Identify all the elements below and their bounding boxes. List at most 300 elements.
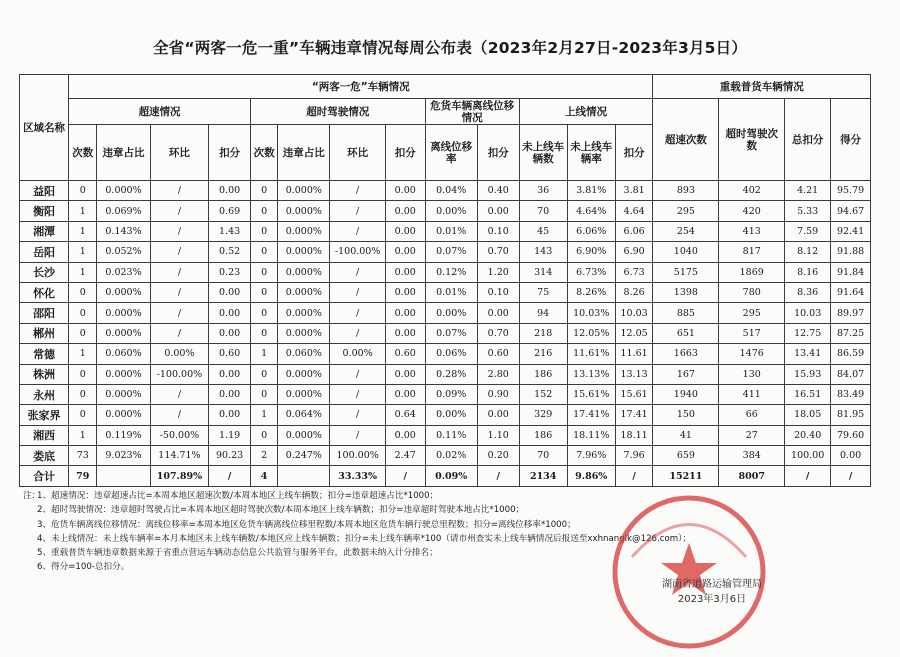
value-cell: 81.95 — [831, 405, 871, 425]
value-cell: 0.09% — [425, 384, 477, 404]
value-cell: 0.20 — [477, 446, 519, 466]
value-cell: 152 — [519, 384, 567, 404]
header-group-lkyw: “两客一危”车辆情况 — [69, 75, 653, 99]
value-cell: 0.00 — [385, 221, 425, 241]
page-title: 全省“两客一危一重”车辆违章情况每周公布表（2023年2月27日-2023年3月5日） — [152, 39, 748, 57]
value-cell: 0.60 — [385, 344, 425, 364]
value-cell: 3.81 — [615, 181, 653, 201]
region-cell: 长沙 — [20, 262, 69, 282]
value-cell: 0.000% — [278, 323, 330, 343]
value-cell: 0.00 — [209, 181, 251, 201]
value-cell: 0.00 — [209, 303, 251, 323]
value-cell: 0.23 — [209, 262, 251, 282]
value-cell: 12.05% — [567, 323, 615, 343]
value-cell: 0.000% — [278, 364, 330, 384]
value-cell: 0.000% — [97, 323, 150, 343]
value-cell: 0.060% — [97, 344, 150, 364]
value-cell: 6.06 — [615, 221, 653, 241]
value-cell: 36 — [519, 181, 567, 201]
value-cell: 0.000% — [97, 303, 150, 323]
value-cell: 0.70 — [477, 242, 519, 262]
header-online: 上线情况 — [519, 99, 653, 125]
value-cell: 0 — [251, 181, 278, 201]
value-cell: 1.10 — [477, 425, 519, 445]
value-cell: 0.11% — [425, 425, 477, 445]
value-cell: 0.000% — [278, 303, 330, 323]
value-cell: 0.000% — [278, 201, 330, 221]
violation-table — [19, 74, 871, 487]
value-cell: 0.09% — [425, 466, 477, 486]
region-cell: 邵阳 — [20, 303, 69, 323]
table-row — [20, 323, 871, 343]
value-cell: / — [150, 282, 209, 302]
value-cell: 2.47 — [385, 446, 425, 466]
value-cell: 0 — [69, 282, 97, 302]
value-cell: / — [209, 466, 251, 486]
value-cell: 8.16 — [785, 262, 831, 282]
value-cell: 0.052% — [97, 242, 150, 262]
value-cell: 0.00 — [209, 323, 251, 343]
header-overtime: 超时驾驶情况 — [251, 99, 426, 125]
value-cell: 94.67 — [831, 201, 871, 221]
value-cell: / — [150, 262, 209, 282]
value-cell: 0.069% — [97, 201, 150, 221]
value-cell: 89.97 — [831, 303, 871, 323]
value-cell: 17.41% — [567, 405, 615, 425]
value-cell: 15.61% — [567, 384, 615, 404]
value-cell: 2.80 — [477, 364, 519, 384]
value-cell: 0.69 — [209, 201, 251, 221]
value-cell: 143 — [519, 242, 567, 262]
value-cell: / — [150, 221, 209, 241]
value-cell: 0.000% — [278, 181, 330, 201]
value-cell: 70 — [519, 446, 567, 466]
region-cell: 株洲 — [20, 364, 69, 384]
value-cell: 0 — [251, 201, 278, 221]
value-cell: 66 — [719, 405, 785, 425]
value-cell: 0.00 — [385, 384, 425, 404]
note-number: 6、 — [37, 562, 52, 573]
value-cell: 91.88 — [831, 242, 871, 262]
value-cell: 1398 — [653, 282, 719, 302]
table-body — [20, 181, 871, 487]
value-cell: 7.96 — [615, 446, 653, 466]
value-cell: 0 — [69, 384, 97, 404]
value-cell: 0.000% — [278, 425, 330, 445]
value-cell: 0.00 — [209, 282, 251, 302]
region-cell: 郴州 — [20, 323, 69, 343]
value-cell: 3.81% — [567, 181, 615, 201]
value-cell: 8.36 — [785, 282, 831, 302]
value-cell: 893 — [653, 181, 719, 201]
value-cell: 1 — [69, 262, 97, 282]
value-cell: 15211 — [653, 466, 719, 486]
value-cell: 384 — [719, 446, 785, 466]
header-speed-count: 次数 — [69, 125, 97, 181]
value-cell: / — [385, 466, 425, 486]
value-cell: 75 — [519, 282, 567, 302]
issuer-org: 湖南省道路运输管理局 — [662, 579, 762, 590]
value-cell: 0.64 — [385, 405, 425, 425]
value-cell: / — [330, 303, 385, 323]
value-cell: 94 — [519, 303, 567, 323]
value-cell: / — [330, 405, 385, 425]
value-cell: 90.23 — [209, 446, 251, 466]
value-cell: 0.00 — [385, 262, 425, 282]
note-number: 3、 — [37, 519, 52, 530]
value-cell: 0.70 — [477, 323, 519, 343]
value-cell: 0 — [251, 242, 278, 262]
value-cell: 0.00 — [209, 405, 251, 425]
value-cell: 254 — [653, 221, 719, 241]
header-deviation-rate: 离线位移率 — [425, 125, 477, 181]
value-cell: 0.023% — [97, 262, 150, 282]
value-cell: 0.00 — [831, 446, 871, 466]
region-cell: 永州 — [20, 384, 69, 404]
note-text: 危货车辆离线位移情况：离线位移率=本周本地区危货车辆离线位移里程数/本周本地区危货车辆行驶总里程数；扣分=离线位移率*1000； — [51, 519, 576, 530]
value-cell: / — [330, 181, 385, 201]
value-cell: 0.07% — [425, 323, 477, 343]
value-cell: / — [330, 364, 385, 384]
table-row — [20, 303, 871, 323]
value-cell: 0 — [251, 303, 278, 323]
official-seal — [604, 487, 774, 657]
value-cell: 0.119% — [97, 425, 150, 445]
value-cell: 186 — [519, 364, 567, 384]
value-cell: 70 — [519, 201, 567, 221]
value-cell: 885 — [653, 303, 719, 323]
value-cell: 817 — [719, 242, 785, 262]
value-cell: 7.96% — [567, 446, 615, 466]
value-cell: 0 — [69, 181, 97, 201]
table-row — [20, 344, 871, 364]
value-cell: 83.49 — [831, 384, 871, 404]
value-cell: 95.79 — [831, 181, 871, 201]
value-cell: 4.21 — [785, 181, 831, 201]
value-cell: 0.000% — [97, 282, 150, 302]
value-cell: 6.73 — [615, 262, 653, 282]
value-cell: / — [150, 303, 209, 323]
value-cell: 1040 — [653, 242, 719, 262]
value-cell: 0 — [69, 364, 97, 384]
value-cell: 0.04% — [425, 181, 477, 201]
value-cell: 13.13% — [567, 364, 615, 384]
value-cell: 0.000% — [278, 282, 330, 302]
value-cell: 1 — [69, 242, 97, 262]
value-cell: 0 — [69, 303, 97, 323]
value-cell: 411 — [719, 384, 785, 404]
note-number: 4、 — [37, 533, 52, 544]
value-cell: 0 — [251, 364, 278, 384]
value-cell: 0.000% — [278, 384, 330, 404]
value-cell: 17.41 — [615, 405, 653, 425]
value-cell: 314 — [519, 262, 567, 282]
value-cell: 6.90% — [567, 242, 615, 262]
value-cell: 0.00% — [150, 344, 209, 364]
value-cell: 0.000% — [97, 364, 150, 384]
value-cell: 6.06% — [567, 221, 615, 241]
region-cell: 湘西 — [20, 425, 69, 445]
value-cell: 18.11% — [567, 425, 615, 445]
value-cell: 0 — [69, 405, 97, 425]
region-cell: 常德 — [20, 344, 69, 364]
value-cell: 12.05 — [615, 323, 653, 343]
value-cell: 0 — [251, 323, 278, 343]
value-cell: 11.61% — [567, 344, 615, 364]
value-cell: 0.00 — [209, 384, 251, 404]
value-cell: 0 — [251, 262, 278, 282]
value-cell: 9.023% — [97, 446, 150, 466]
value-cell: 1.43 — [209, 221, 251, 241]
value-cell: 6.90 — [615, 242, 653, 262]
value-cell: 27 — [719, 425, 785, 445]
value-cell: / — [330, 384, 385, 404]
value-cell: -100.00% — [330, 242, 385, 262]
value-cell: 18.11 — [615, 425, 653, 445]
value-cell: 16.51 — [785, 384, 831, 404]
value-cell: 0.40 — [477, 181, 519, 201]
value-cell: 9.86% — [567, 466, 615, 486]
value-cell: 130 — [719, 364, 785, 384]
value-cell: 33.33% — [330, 466, 385, 486]
value-cell: 1 — [251, 344, 278, 364]
value-cell: 0.00% — [425, 405, 477, 425]
value-cell: 0.00 — [385, 181, 425, 201]
note-text: 得分=100-总扣分。 — [51, 562, 130, 573]
table-row — [20, 466, 871, 486]
value-cell: / — [785, 466, 831, 486]
value-cell: 8.26% — [567, 282, 615, 302]
value-cell: / — [330, 425, 385, 445]
region-cell: 湘潭 — [20, 221, 69, 241]
value-cell: 92.41 — [831, 221, 871, 241]
value-cell: 0 — [251, 384, 278, 404]
header-offline-vehicles: 未上线车辆数 — [519, 125, 567, 181]
value-cell: 295 — [719, 303, 785, 323]
header-deviation-deduct: 扣分 — [477, 125, 519, 181]
table-row — [20, 425, 871, 445]
value-cell: 6.73% — [567, 262, 615, 282]
value-cell: 0.10 — [477, 221, 519, 241]
value-cell: 0.143% — [97, 221, 150, 241]
value-cell: / — [150, 405, 209, 425]
value-cell: 1 — [69, 344, 97, 364]
note-number: 5、 — [37, 548, 52, 559]
value-cell: 0.00 — [477, 201, 519, 221]
header-overtime-ratio: 违章占比 — [278, 125, 330, 181]
table-row — [20, 262, 871, 282]
value-cell: 0.00 — [385, 242, 425, 262]
value-cell: 0 — [251, 221, 278, 241]
issue-date: 2023年3月6日 — [677, 594, 747, 605]
value-cell: 0.10 — [477, 282, 519, 302]
region-cell: 张家界 — [20, 405, 69, 425]
value-cell: / — [150, 242, 209, 262]
value-cell: 0.00 — [385, 425, 425, 445]
value-cell: 12.75 — [785, 323, 831, 343]
header-deviation: 危货车辆离线位移情况 — [425, 99, 519, 125]
note-number: 2、 — [37, 505, 52, 516]
value-cell: 1476 — [719, 344, 785, 364]
value-cell — [97, 466, 150, 486]
value-cell: 0.00 — [477, 303, 519, 323]
value-cell: 13.41 — [785, 344, 831, 364]
header-overtime-deduct: 扣分 — [385, 125, 425, 181]
value-cell — [278, 466, 330, 486]
value-cell: 0.064% — [278, 405, 330, 425]
value-cell: 0.90 — [477, 384, 519, 404]
header-speed-ratio: 违章占比 — [97, 125, 150, 181]
region-cell: 衡阳 — [20, 201, 69, 221]
value-cell: 150 — [653, 405, 719, 425]
value-cell: 13.13 — [615, 364, 653, 384]
value-cell: / — [150, 201, 209, 221]
value-cell: 1 — [69, 221, 97, 241]
value-cell: 0 — [251, 282, 278, 302]
note-number: 1、 — [37, 491, 52, 501]
table-row — [20, 405, 871, 425]
issuer-block — [632, 577, 792, 607]
value-cell: 651 — [653, 323, 719, 343]
value-cell: 8.26 — [615, 282, 653, 302]
note-text: 重载普货车辆违章数据来源于省重点营运车辆动态信息公共监管与服务平台，此数据未纳入计分排名； — [51, 548, 438, 559]
value-cell: 15.61 — [615, 384, 653, 404]
region-cell: 怀化 — [20, 282, 69, 302]
value-cell: 216 — [519, 344, 567, 364]
header-overtime-mom: 环比 — [330, 125, 385, 181]
header-speed-deduct: 扣分 — [209, 125, 251, 181]
value-cell: 0.247% — [278, 446, 330, 466]
value-cell: 18.05 — [785, 405, 831, 425]
value-cell: 402 — [719, 181, 785, 201]
value-cell: 0 — [251, 425, 278, 445]
value-cell: 0.01% — [425, 221, 477, 241]
table-row — [20, 446, 871, 466]
value-cell: / — [477, 466, 519, 486]
value-cell: 0.00 — [385, 282, 425, 302]
value-cell: 8.12 — [785, 242, 831, 262]
region-cell: 娄底 — [20, 446, 69, 466]
value-cell: 0.60 — [209, 344, 251, 364]
value-cell: -50.00% — [150, 425, 209, 445]
table-row — [20, 181, 871, 201]
value-cell: 0.000% — [97, 405, 150, 425]
value-cell: 20.40 — [785, 425, 831, 445]
note-text: 超速情况：违章超速占比=本周本地区超速次数/本周本地区上线车辆数；扣分=违章超速占比*1000； — [51, 491, 439, 501]
table-row — [20, 384, 871, 404]
value-cell: 8007 — [719, 466, 785, 486]
table-row — [20, 242, 871, 262]
value-cell: 41 — [653, 425, 719, 445]
header-score: 得分 — [831, 99, 871, 181]
value-cell: 107.89% — [150, 466, 209, 486]
value-cell: 218 — [519, 323, 567, 343]
value-cell: 0.000% — [278, 262, 330, 282]
value-cell: 517 — [719, 323, 785, 343]
value-cell: 0.06% — [425, 344, 477, 364]
region-cell: 合计 — [20, 466, 69, 486]
value-cell: 0.00 — [209, 364, 251, 384]
header-speeding: 超速情况 — [69, 99, 251, 125]
value-cell: 0.60 — [477, 344, 519, 364]
header-online-deduct: 扣分 — [615, 125, 653, 181]
value-cell: 2134 — [519, 466, 567, 486]
value-cell: 0.00 — [385, 364, 425, 384]
value-cell: / — [330, 262, 385, 282]
value-cell: 0.02% — [425, 446, 477, 466]
value-cell: 0.28% — [425, 364, 477, 384]
value-cell: 4 — [251, 466, 278, 486]
value-cell: 15.93 — [785, 364, 831, 384]
value-cell: 79 — [69, 466, 97, 486]
header-region: 区域名称 — [20, 75, 69, 181]
value-cell: 659 — [653, 446, 719, 466]
value-cell: / — [330, 323, 385, 343]
value-cell: 780 — [719, 282, 785, 302]
value-cell: 5175 — [653, 262, 719, 282]
value-cell: 0.000% — [97, 384, 150, 404]
value-cell: 10.03 — [785, 303, 831, 323]
value-cell: 79.60 — [831, 425, 871, 445]
value-cell: 86.59 — [831, 344, 871, 364]
value-cell: 10.03 — [615, 303, 653, 323]
value-cell: 0.00 — [477, 405, 519, 425]
value-cell: / — [150, 384, 209, 404]
header-offline-rate: 未上线车辆率 — [567, 125, 615, 181]
value-cell: 1 — [69, 425, 97, 445]
value-cell: 0.000% — [97, 181, 150, 201]
value-cell: 4.64 — [615, 201, 653, 221]
notes-mark: 注： — [23, 491, 41, 501]
value-cell: / — [150, 323, 209, 343]
value-cell: 0.00% — [425, 303, 477, 323]
value-cell: 2 — [251, 446, 278, 466]
value-cell: 186 — [519, 425, 567, 445]
value-cell: 0.12% — [425, 262, 477, 282]
value-cell: 5.33 — [785, 201, 831, 221]
value-cell: 1 — [251, 405, 278, 425]
value-cell: 329 — [519, 405, 567, 425]
value-cell: 0.00% — [330, 344, 385, 364]
value-cell: 87.25 — [831, 323, 871, 343]
header-total-deduct: 总扣分 — [785, 99, 831, 181]
note-text: 超时驾驶情况：违章超时驾驶占比=本周本地区超时驾驶次数/本周本地区上线车辆数；扣分=违章超时驾驶本地占比*1000； — [51, 505, 525, 516]
value-cell: 0.52 — [209, 242, 251, 262]
value-cell: 73 — [69, 446, 97, 466]
table-row — [20, 221, 871, 241]
value-cell: 84.07 — [831, 364, 871, 384]
value-cell: 4.64% — [567, 201, 615, 221]
header-speed-mom: 环比 — [150, 125, 209, 181]
value-cell: 0.060% — [278, 344, 330, 364]
value-cell: 100.00% — [330, 446, 385, 466]
note-text: 未上线情况：未上线车辆率=本月本地区未上线车辆数/本地区应上线车辆数；扣分=未上线车辆率*100（请市州查实未上线车辆情况后报送至xxhnanglk@126.com）； — [51, 533, 692, 544]
table-row — [20, 364, 871, 384]
value-cell: 1.19 — [209, 425, 251, 445]
value-cell: 0.00 — [385, 303, 425, 323]
value-cell: / — [615, 466, 653, 486]
value-cell: 0.07% — [425, 242, 477, 262]
value-cell: 91.84 — [831, 262, 871, 282]
value-cell: / — [831, 466, 871, 486]
value-cell: / — [150, 181, 209, 201]
value-cell: 100.00 — [785, 446, 831, 466]
value-cell: 10.03% — [567, 303, 615, 323]
header-group-heavy: 重载普货车辆情况 — [653, 75, 871, 99]
value-cell: 0 — [69, 323, 97, 343]
value-cell: 0.000% — [278, 242, 330, 262]
value-cell: 413 — [719, 221, 785, 241]
